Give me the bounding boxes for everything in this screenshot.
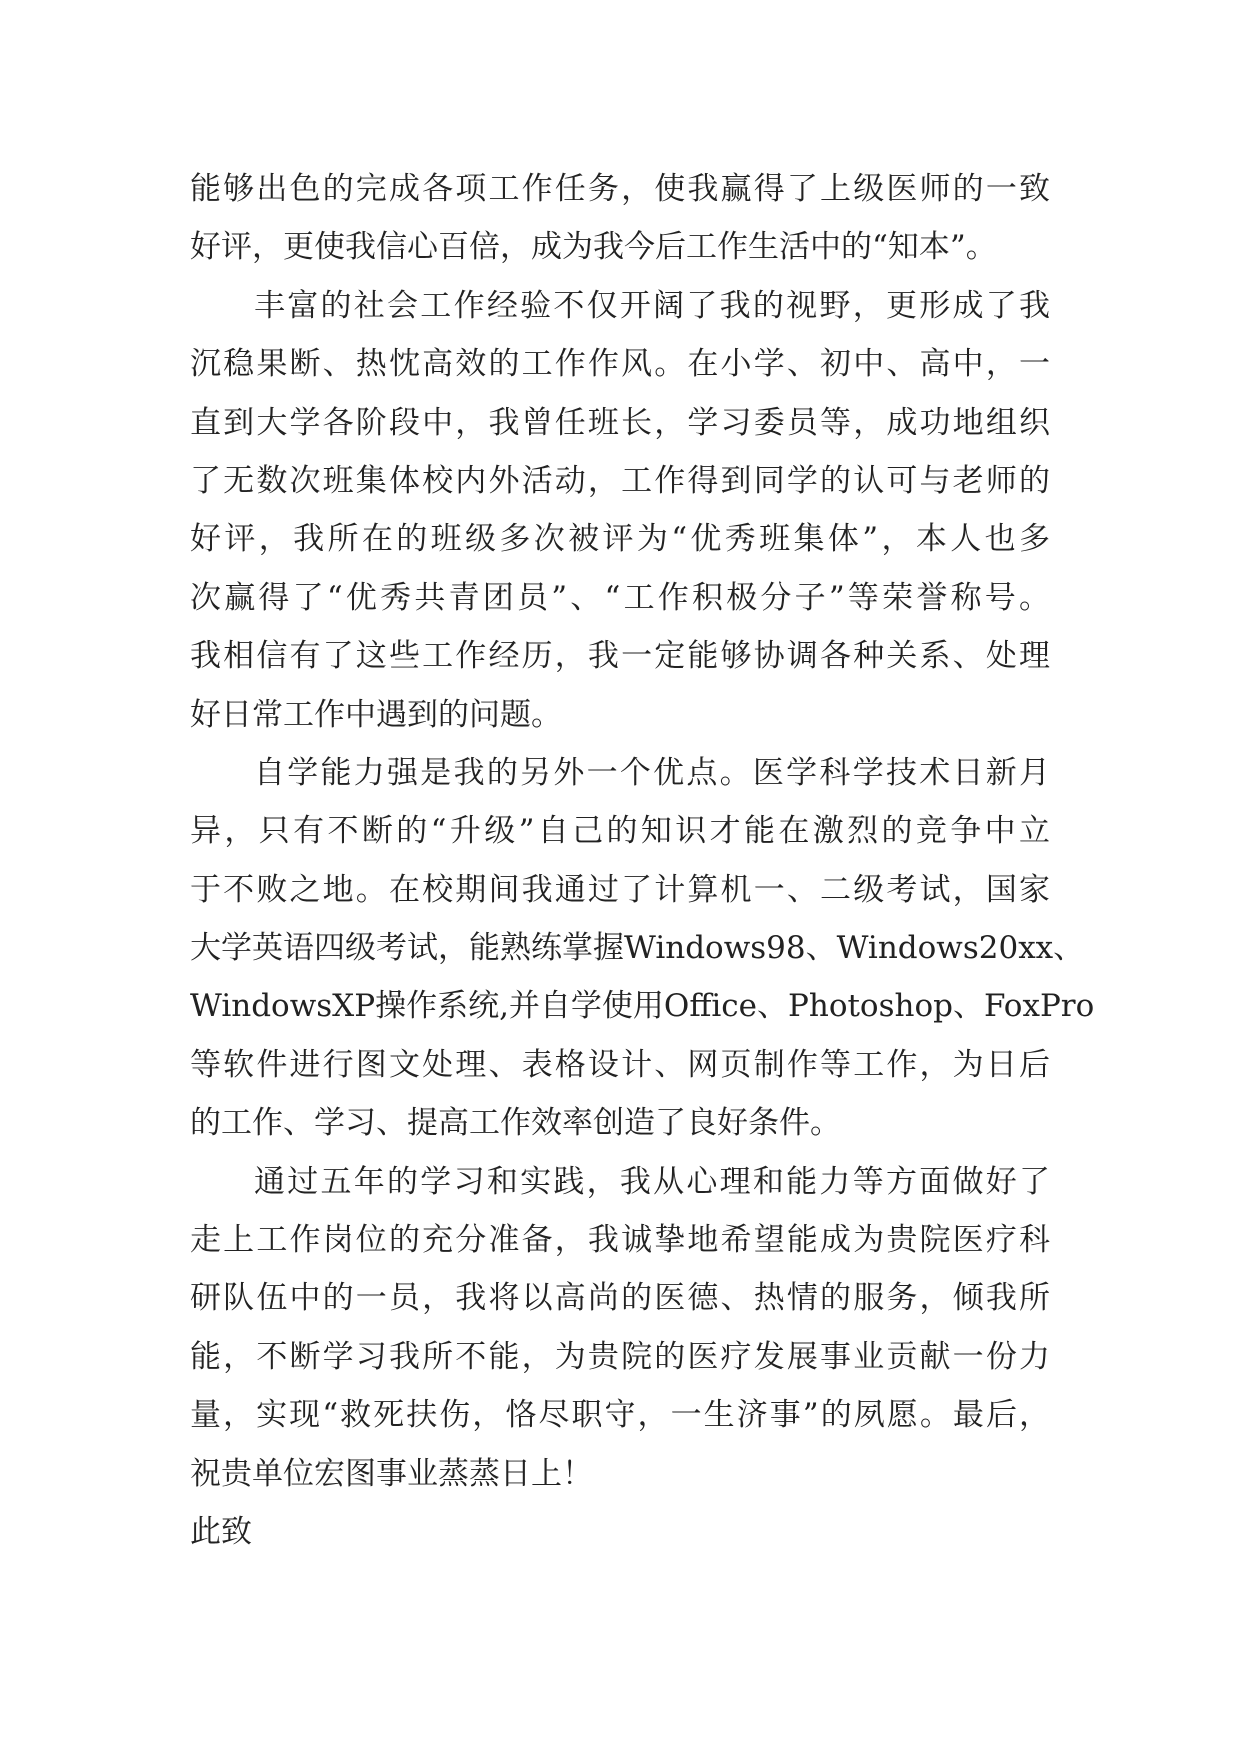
text-line-16: 等软件进行图文处理、表格设计、网页制作等工作，为日后 — [190, 1046, 1050, 1083]
text-line-9: 我相信有了这些工作经历，我一定能够协调各种关系、处理 — [190, 638, 1050, 675]
text-line-19: 走上工作岗位的充分准备，我诚挚地希望能成为贵院医疗科 — [190, 1222, 1050, 1259]
text-line-14: 大学英语四级考试，能熟练掌握Windows98、Windows20xx、 — [190, 930, 1085, 967]
text-line-2: 好评，更使我信心百倍，成为我今后工作生活中的“知本”。 — [190, 229, 997, 266]
text-line-21: 能，不断学习我所不能，为贵院的医疗发展事业贡献一份力 — [190, 1338, 1050, 1375]
text-line-13: 于不败之地。在校期间我通过了计算机一、二级考试，国家 — [190, 871, 1050, 908]
letter-body — [190, 160, 1095, 1561]
text-line-20: 研队伍中的一员，我将以高尚的医德、热情的服务，倾我所 — [190, 1280, 1050, 1317]
text-line-18: 通过五年的学习和实践，我从心理和能力等方面做好了 — [254, 1163, 1050, 1200]
text-line-10: 好日常工作中遇到的问题。 — [190, 696, 562, 733]
text-line-11: 自学能力强是我的另外一个优点。医学科学技术日新月 — [254, 754, 1050, 791]
text-line-22: 量，实现“救死扶伤，恪尽职守，一生济事”的夙愿。最后， — [190, 1397, 1050, 1434]
text-line-8: 次赢得了“优秀共青团员”、“工作积极分子”等荣誉称号。 — [190, 579, 1050, 616]
text-line-5: 直到大学各阶段中，我曾任班长，学习委员等，成功地组织 — [190, 404, 1050, 441]
text-line-4: 沉稳果断、热忱高效的工作作风。在小学、初中、高中，一 — [190, 346, 1050, 383]
text-line-1: 能够出色的完成各项工作任务，使我赢得了上级医师的一致 — [190, 171, 1050, 207]
closing-salutation: 此致 — [190, 1513, 252, 1550]
text-line-7: 好评，我所在的班级多次被评为“优秀班集体”，本人也多 — [190, 521, 1050, 558]
text-line-17: 的工作、学习、提高工作效率创造了良好条件。 — [190, 1105, 841, 1142]
text-line-6: 了无数次班集体校内外活动，工作得到同学的认可与老师的 — [190, 462, 1050, 499]
text-line-3: 丰富的社会工作经验不仅开阔了我的视野，更形成了我 — [254, 287, 1050, 324]
text-line-23: 祝贵单位宏图事业蒸蒸日上！ — [190, 1455, 593, 1492]
text-line-15: WindowsXP操作系统,并自学使用Office、Photoshop、FoxPro — [190, 988, 1095, 1025]
text-line-12: 异，只有不断的“升级”自己的知识才能在激烈的竞争中立 — [190, 813, 1050, 850]
